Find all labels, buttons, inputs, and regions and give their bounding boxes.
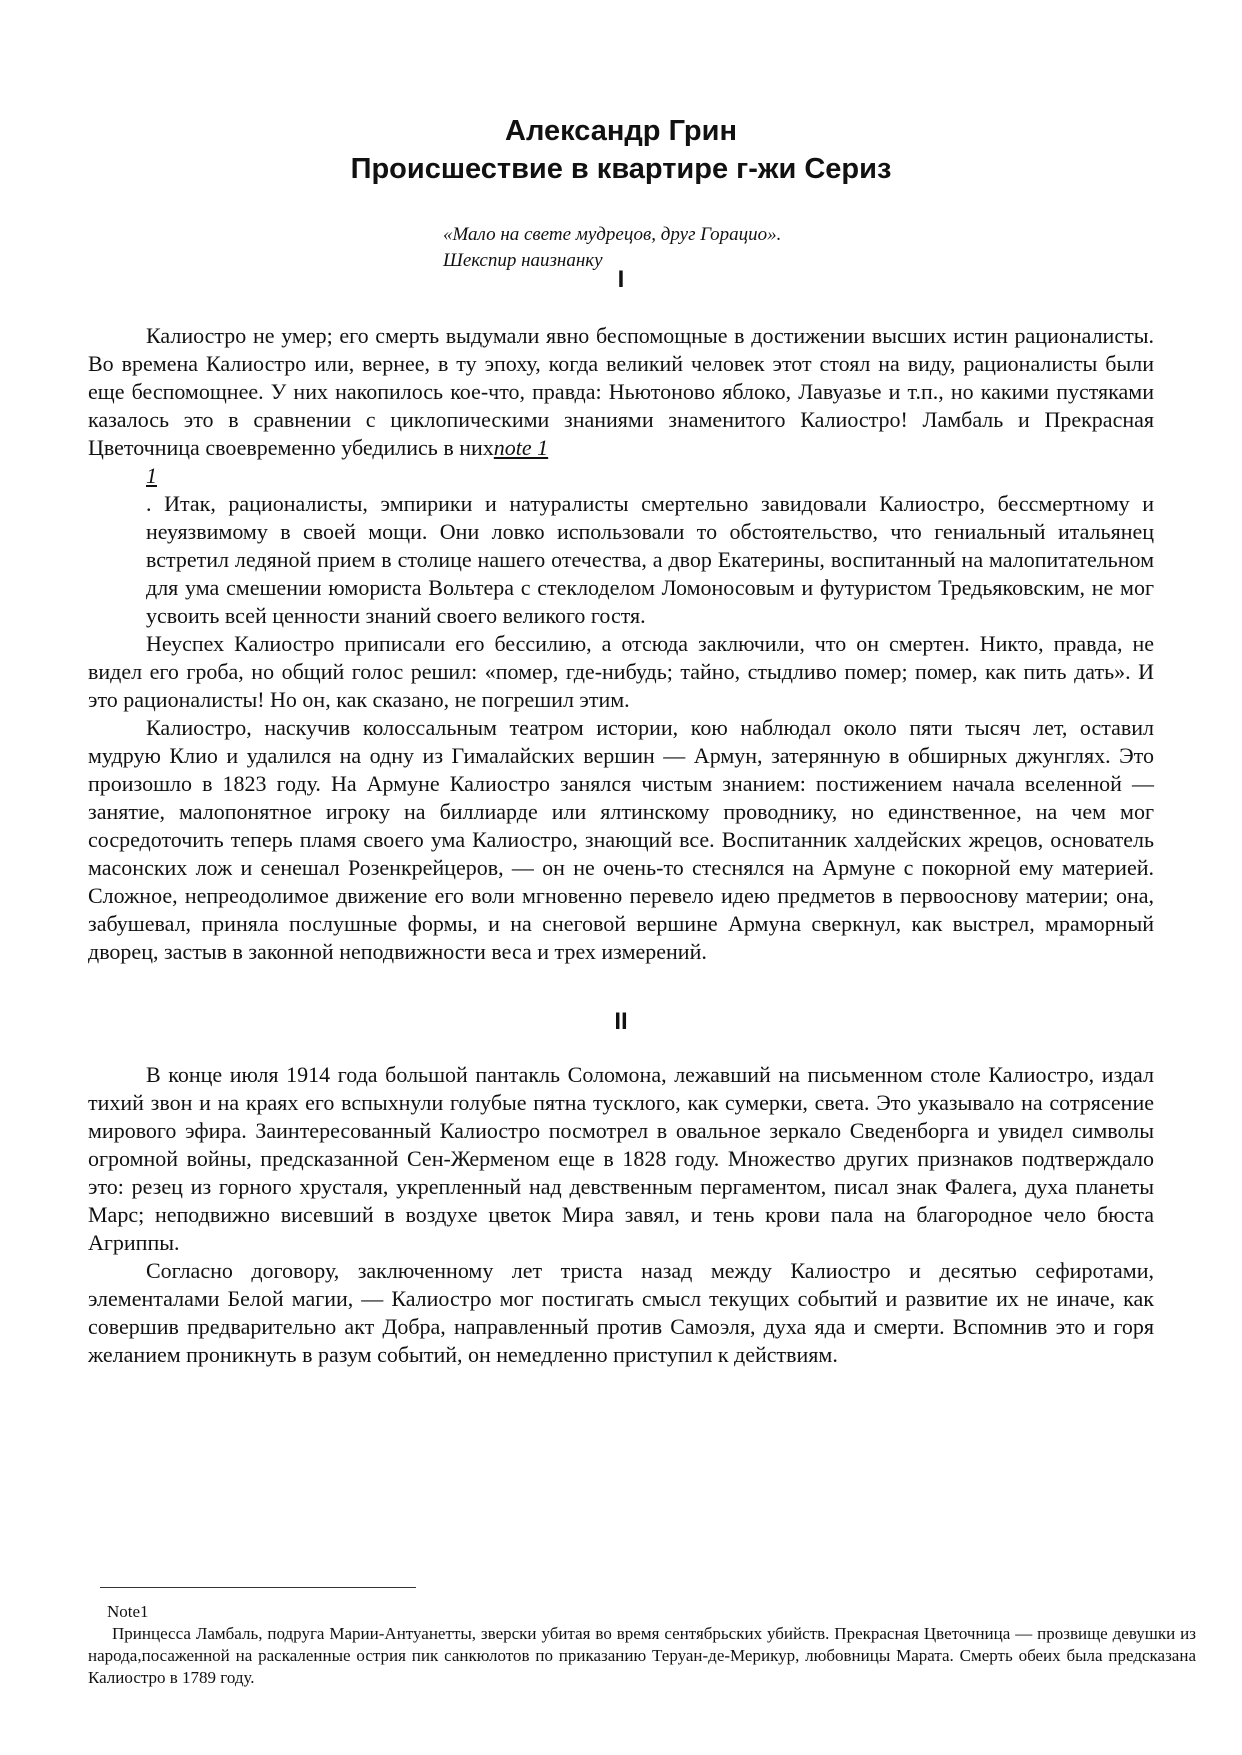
section-2-body: [88, 1061, 1154, 1369]
epigraph-attribution: Шекспир наизнанку: [443, 250, 603, 271]
section-heading-2: II: [614, 1008, 628, 1035]
document-title: [0, 112, 1242, 188]
epigraph-quote: «Мало на свете мудрецов, друг Горацио».: [443, 224, 782, 245]
section-1-body: [88, 322, 1154, 966]
footnote-number-line: [88, 462, 1154, 490]
footnote-number-link[interactable]: 1: [146, 463, 157, 488]
paragraph-continuation-text: . Итак, рационалисты, эмпирики и натуралисты смертельно завидовали Калиостро, бессмертному и неуязвимому в своей мощи. Они ловко использовали то обстоятельство, что гениальный итальянец встретил ледяной прием в столице нашего отечества, а двор Екатерины, воспитанный на малопитательном для ума смешении юмориста Вольтера с стеклоделом Ломоносовым и футуристом Тредьяковским, не мог усвоить всей ценности знаний своего великого гостя.: [146, 491, 1154, 628]
story-title: Происшествие в квартире г-жи Сериз: [350, 153, 892, 185]
paragraph: Калиостро, наскучив колоссальным театром истории, кою наблюдал около пяти тысяч лет, оставил мудрую Клио и удалился на одну из Гималайских вершин — Армун, затерянную в обширных джунглях. Это произошло в 1823 году. На Армуне Калиостро занялся чистым знанием: постижением начала вселенной — занятие, малопонятное игроку на биллиарде или ялтинскому проводнику, но единственное, на чем мог сосредоточить теперь пламя своего ума Калиостро, знающий все. Воспитанник халдейских жрецов, основатель масонских лож и сенешал Розенкрейцеров, — он не очень-то стеснялся на Армуне с покорной ему материей. Сложное, непреодолимое движение его воли мгновенно перевело идею предметов в первооснову материи; она, забушевал, приняла послушные формы, и на снеговой вершине Армуна сверкнул, как выстрел, мраморный дворец, застыв в законной неподвижности веса и трех измерений.: [88, 715, 1154, 964]
section-heading-1: I: [617, 266, 625, 293]
paragraph-continuation: [88, 490, 1154, 630]
paragraph: В конце июля 1914 года большой пантакль Соломона, лежавший на письменном столе Калиостро, издал тихий звон и на краях его вспыхнули голубые пятна тусклого, как сумерки, света. Это указывало на сотрясение мирового эфира. Заинтересованный Калиостро посмотрел в овальное зеркало Сведенборга и увидел символы огромной войны, предсказанной Сен-Жерменом еще в 1828 году. Множество других признаков подтверждало это: резец из горного хрусталя, укрепленный над девственным пергаментом, писал знак Фалега, духа планеты Марс; неподвижно висевший в воздухе цветок Мира завял, и тень крови пала на благородное чело бюста Агриппы.: [88, 1062, 1154, 1255]
paragraph: Неуспех Калиостро приписали его бессилию, а отсюда заключили, что он смертен. Никто, правда, не видел его гроба, но общий голос решил: «помер, где-нибудь; тайно, стыдливо помер; помер, как пить дать». И это рационалисты! Но он, как сказано, не погрешил этим.: [88, 631, 1154, 712]
footnote-text: Принцесса Ламбаль, подруга Марии-Антуанетты, зверски убитая во время сентябрьских убийств. Прекрасная Цветочница — прозвище девушки из народа,посаженной на раскаленные острия пик санкюлотов по приказанию Теруан-де-Мерикур, любовницы Марата. Смерть обеих была предсказана Калиостро в 1789 году.: [88, 1624, 1196, 1687]
footnote-label: Note1: [107, 1602, 149, 1621]
paragraph: [88, 322, 1154, 462]
footnote-separator: [100, 1587, 416, 1588]
footnote-link[interactable]: note 1: [493, 435, 549, 460]
paragraph: Согласно договору, заключенному лет триста назад между Калиостро и десятью сефиротами, элементалами Белой магии, — Калиостро мог постигать смысл текущих событий и развитие их не иначе, как совершив предварительно акт Добра, направленный против Самоэля, духа яда и смерти. Вспомнив это и горя желанием проникнуть в разум событий, он немедленно приступил к действиям.: [88, 1258, 1154, 1367]
author-name: Александр Грин: [505, 115, 737, 147]
footnote: [88, 1601, 1196, 1689]
paragraph-text: Калиостро не умер; его смерть выдумали явно беспомощные в достижении высших истин рационалисты. Во времена Калиостро или, вернее, в ту эпоху, когда великий человек этот стоял на виду, рационалисты были еще беспомощнее. У них накопилось кое-что, правда: Ньютоново яблоко, Лавуазье и т.п., но какими пустяками казалось это в сравнении с циклопическими знаниями знаменитого Калиостро! Ламбаль и Прекрасная Цветочница своевременно убедились в них: [88, 323, 1154, 460]
